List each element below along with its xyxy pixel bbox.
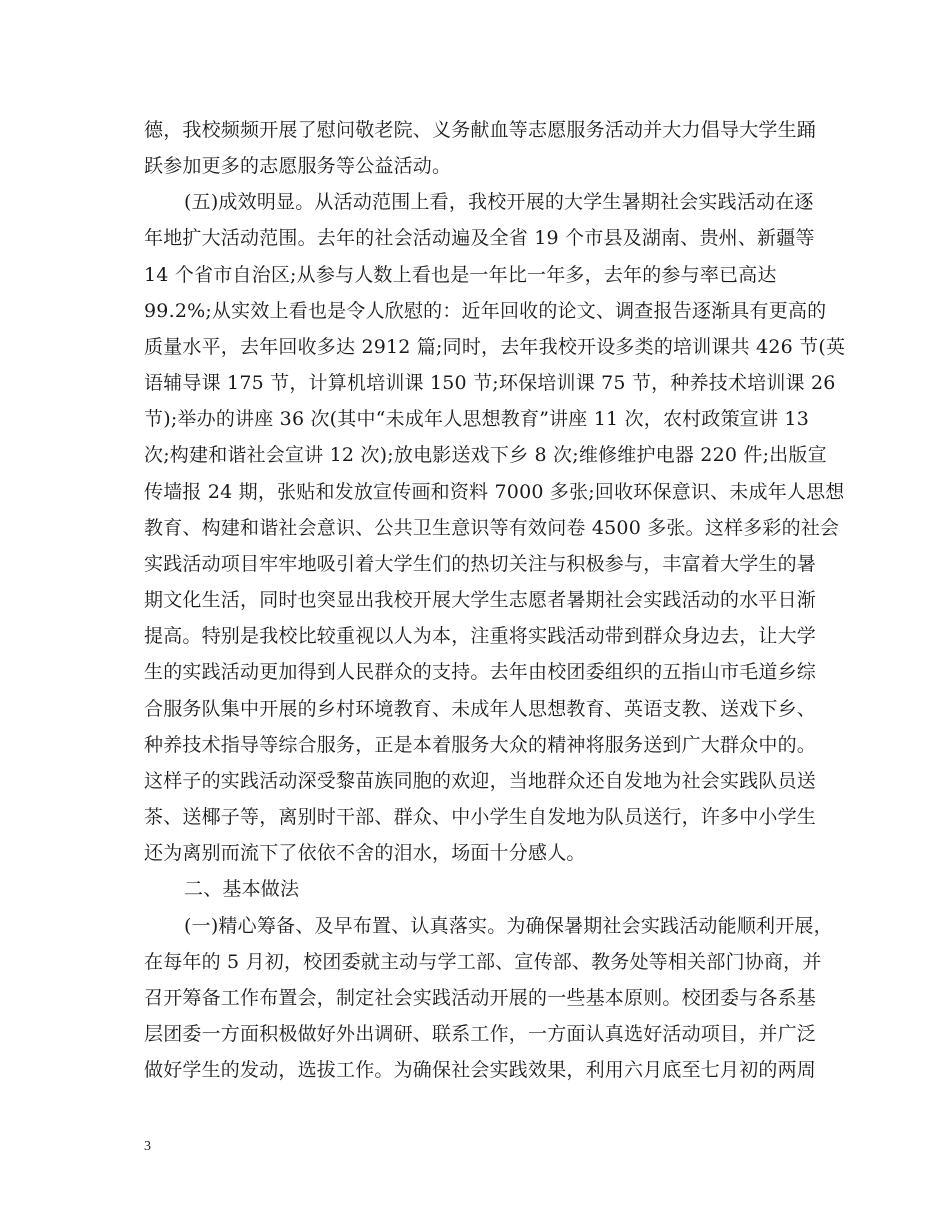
text-line: 质量水平，去年回收多达 2912 篇;同时，去年我校开设多类的培训课共 426 节(英 (144, 336, 846, 358)
paragraph-first-line: (五)成效明显。从活动范围上看，我校开展的大学生暑期社会实践活动在逐 (184, 191, 814, 213)
text-line: 德，我校频频开展了慰问敬老院、义务献血等志愿服务活动并大力倡导大学生踊 (144, 119, 817, 141)
text-line: 合服务队集中开展的乡村环境教育、未成年人思想教育、英语支教、送戏下乡、 (144, 698, 817, 720)
text-line: 种养技术指导等综合服务，正是本着服务大众的精神将服务送到广大群众中的。 (144, 734, 817, 756)
text-line: 召开筹备工作布置会，制定社会实践活动开展的一些基本原则。校团委与各系基 (144, 987, 817, 1009)
text-line: 还为离别而流下了依依不舍的泪水，场面十分感人。 (144, 842, 586, 864)
text-line: 传墙报 24 期，张贴和发放宣传画和资料 7000 多张;回收环保意识、未成年人思想 (144, 481, 845, 503)
text-line: 99.2%;从实效上看也是令人欣慰的：近年回收的论文、调查报告逐渐具有更高的 (144, 300, 827, 322)
text-line: 跃参加更多的志愿服务等公益活动。 (144, 155, 452, 177)
text-line: 语辅导课 175 节，计算机培训课 150 节;环保培训课 75 节，种养技术培训课 26 (144, 372, 836, 394)
section-heading: 二、基本做法 (184, 878, 300, 900)
text-line: 14 个省市自治区;从参与人数上看也是一年比一年多，去年的参与率已高达 (144, 264, 777, 286)
text-line: 次;构建和谐社会宣讲 12 次);放电影送戏下乡 8 次;维修维护电器 220 件;出版宣 (144, 444, 827, 466)
text-line: 期文化生活，同时也突显出我校开展大学生志愿者暑期社会实践活动的水平日渐 (144, 589, 817, 611)
page-number: 3 (144, 1139, 151, 1154)
text-line: 这样子的实践活动深受黎苗族同胞的欢迎，当地群众还自发地为社会实践队员送 (144, 770, 817, 792)
text-line: 提高。特别是我校比较重视以人为本，注重将实践活动带到群众身边去，让大学 (144, 625, 817, 647)
paragraph-first-line: (一)精心筹备、及早布置、认真落实。为确保暑期社会实践活动能顺利开展， (184, 915, 833, 937)
text-line: 茶、送椰子等，离别时干部、群众、中小学生自发地为队员送行，许多中小学生 (144, 806, 817, 828)
text-line: 年地扩大活动范围。去年的社会活动遍及全省 19 个市县及湖南、贵州、新疆等 (144, 227, 815, 249)
text-line: 节);举办的讲座 36 次(其中“未成年人思想教育”讲座 11 次，农村政策宣讲 13 (144, 408, 809, 430)
text-line: 层团委一方面积极做好外出调研、联系工作，一方面认真选好活动项目，并广泛 (144, 1023, 817, 1045)
text-line: 做好学生的发动，选拔工作。为确保社会实践效果，利用六月底至七月初的两周 (144, 1059, 817, 1081)
text-line: 在每年的 5 月初，校团委就主动与学工部、宣传部、教务处等相关部门协商，并 (144, 951, 822, 973)
text-line: 生的实践活动更加得到人民群众的支持。去年由校团委组织的五指山市毛道乡综 (144, 661, 817, 683)
text-line: 实践活动项目牢牢地吸引着大学生们的热切关注与积极参与，丰富着大学生的暑 (144, 553, 817, 575)
text-line: 教育、构建和谐社会意识、公共卫生意识等有效问卷 4500 多张。这样多彩的社会 (144, 517, 840, 539)
